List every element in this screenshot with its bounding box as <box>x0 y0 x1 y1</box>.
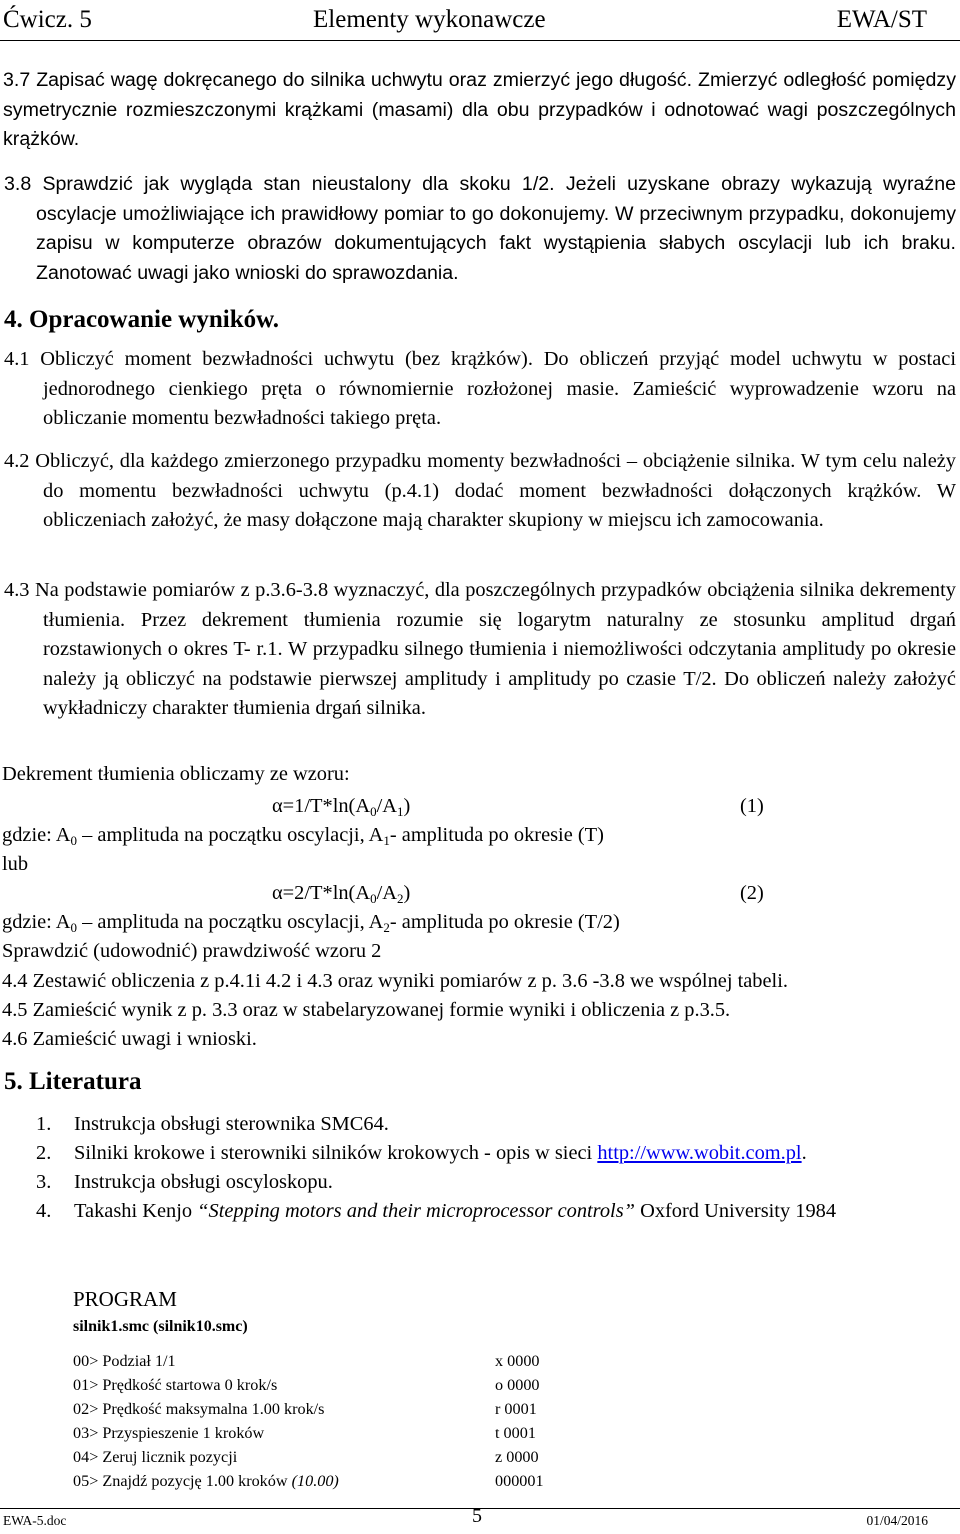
program-step: 04> Zeruj licznik pozycji <box>73 1448 238 1466</box>
section-4-5: 4.5 Zamieścić wynik z p. 3.3 oraz w stabelaryzowanej formie wyniki i obliczenia z p.3.5. <box>2 999 731 1021</box>
where-2-pre: gdzie: A <box>2 911 71 933</box>
footer-page-number: 5 <box>472 1505 482 1527</box>
section-4-3-text: 4.3 Na podstawie pomiarów z p.3.6-3.8 wyznaczyć, dla poszczególnych przypadków obciążenia silnika dekrementy tłumienia. Przez dekrement tłumienia rozumie się logarytm naturalny ze stosunku amplitud drgań rozstawionych o okres T- r.1. W przypadku silnego tłumienia i niemożliwości odczytania amplitudy po okresie należy ją obliczyć na podstawie pierwszej amplitudy i amplitudy po czasie T/2. Do obliczeń należy założyć wykładniczy charakter tłumienia drgań silnika. <box>4 579 956 719</box>
literature-number: 4. <box>36 1200 52 1222</box>
where-2 <box>2 908 620 936</box>
program-step <box>73 1472 339 1491</box>
program-line <box>73 1424 633 1448</box>
section-3-8 <box>4 170 956 288</box>
formula-2-mid: /A <box>376 882 397 904</box>
verify-formula: Sprawdzić (udowodnić) prawdziwość wzoru 2 <box>2 940 382 962</box>
program-step: 03> Przyspieszenie 1 kroków <box>73 1424 265 1442</box>
formula-2-lhs: α=2/T*ln(A <box>272 882 371 904</box>
literature-item <box>36 1110 951 1139</box>
program-line <box>73 1352 633 1376</box>
program-step: 00> Podział 1/1 <box>73 1352 176 1370</box>
program-step: 01> Prędkość startowa 0 krok/s <box>73 1376 278 1394</box>
section-3-7 <box>3 66 956 155</box>
literature-item <box>36 1168 951 1197</box>
formula-2-sub-b: 2 <box>396 891 404 906</box>
formula-1-mid: /A <box>376 795 397 817</box>
program-step-text: 05> Znajdź pozycję 1.00 kroków <box>73 1472 292 1490</box>
literature-number: 3. <box>36 1171 52 1193</box>
formula-2-end: ) <box>403 882 411 904</box>
literature-list <box>36 1110 951 1226</box>
literature-book-title: “Stepping motors and their microprocessor controls” <box>197 1200 635 1222</box>
header-title: Elementy wykonawcze <box>313 6 546 33</box>
formula-1-number: (1) <box>740 795 764 817</box>
section-4-2-text: 4.2 Obliczyć, dla każdego zmierzonego przypadku momenty bezwładności – obciążenie silnika. W tym celu należy do momentu bezwładności uchwytu (p.4.1) dodać moment bezwładności dołączonych krążków. W obliczeniach założyć, że masy dołączone mają charakter skupiony w miejscu ich zamocowania. <box>4 450 956 531</box>
formula-1-sub-b: 1 <box>396 804 404 819</box>
literature-number: 1. <box>36 1113 52 1135</box>
header-exercise: Ćwicz. 5 <box>3 6 92 33</box>
formula-2 <box>272 879 410 907</box>
footer-filename: EWA-5.doc <box>3 1513 67 1528</box>
literature-author: Takashi Kenjo <box>74 1200 198 1222</box>
literature-item <box>36 1139 951 1168</box>
heading-results: 4. Opracowanie wyników. <box>4 306 280 333</box>
formula-1-end: ) <box>403 795 411 817</box>
program-code: o 0000 <box>495 1376 540 1394</box>
program-line <box>73 1400 633 1424</box>
formula-2-sub-a: 0 <box>370 891 377 906</box>
program-filename: silnik1.smc (silnik10.smc) <box>73 1318 248 1335</box>
wobit-link[interactable]: http://www.wobit.com.pl <box>597 1142 802 1164</box>
damping-intro: Dekrement tłumienia obliczamy ze wzoru: <box>2 763 350 785</box>
program-code: 000001 <box>495 1472 544 1490</box>
program-code: z 0000 <box>495 1448 539 1466</box>
program-heading: PROGRAM <box>73 1287 177 1311</box>
program-step-italic: (10.00) <box>291 1472 339 1490</box>
or-word: lub <box>2 853 29 875</box>
formula-2-number: (2) <box>740 882 764 904</box>
section-3-7-text: 3.7 Zapisać wagę dokręcanego do silnika uchwytu oraz zmierzyć jego długość. Zmierzyć odległość pomiędzy symetrycznie rozmieszczonymi krążkami (masami) dla obu przypadków i odnotować wagi poszczególnych krążków. <box>3 69 956 150</box>
formula-1-lhs: α=1/T*ln(A <box>272 795 371 817</box>
program-step: 02> Prędkość maksymalna 1.00 krok/s <box>73 1400 325 1418</box>
literature-text: Silniki krokowe i sterowniki silników krokowych - opis w sieci <box>74 1142 598 1164</box>
formula-1 <box>272 792 410 820</box>
literature-number: 2. <box>36 1142 52 1164</box>
where-2-sub0: 0 <box>70 920 78 935</box>
section-4-6: 4.6 Zamieścić uwagi i wnioski. <box>2 1028 257 1050</box>
program-line <box>73 1376 633 1400</box>
heading-literature: 5. Literatura <box>4 1068 142 1095</box>
where-2-sub1: 2 <box>383 920 390 935</box>
section-4-4: 4.4 Zestawić obliczenia z p.4.1i 4.2 i 4.3 oraz wyniki pomiarów z p. 3.6 -3.8 we wspólnej tabeli. <box>2 970 788 992</box>
formula-1-sub-a: 0 <box>370 804 377 819</box>
section-4-1-text: 4.1 Obliczyć moment bezwładności uchwytu (bez krążków). Do obliczeń przyjąć model uchwytu w postaci jednorodnego cienkiego pręta o równomiernie rozłożonej masie. Zamieścić wyprowadzenie wzoru na obliczanie momentu bezwładności takiego pręta. <box>4 348 956 429</box>
literature-text: Instrukcja obsługi oscyloskopu. <box>74 1171 333 1193</box>
where-1-sub0: 0 <box>70 833 78 848</box>
section-4-3 <box>4 576 956 724</box>
section-4-2 <box>4 447 956 536</box>
where-1-sub1: 1 <box>383 833 390 848</box>
program-code: r 0001 <box>495 1400 537 1418</box>
where-1-post: - amplituda po okresie (T) <box>389 824 604 846</box>
section-4-1 <box>4 345 956 434</box>
header-code: EWA/ST <box>836 6 927 33</box>
footer-date: 01/04/2016 <box>866 1513 928 1528</box>
where-2-mid: – amplituda na początku oscylacji, A <box>77 911 384 933</box>
header-divider <box>0 40 960 41</box>
where-1-mid: – amplituda na początku oscylacji, A <box>77 824 384 846</box>
program-line <box>73 1472 633 1496</box>
literature-item <box>36 1197 951 1226</box>
literature-publisher: Oxford University 1984 <box>635 1200 837 1222</box>
program-code: x 0000 <box>495 1352 540 1370</box>
literature-text: Instrukcja obsługi sterownika SMC64. <box>74 1113 389 1135</box>
program-line <box>73 1448 633 1472</box>
where-1 <box>2 821 604 849</box>
literature-text-end: . <box>801 1142 807 1164</box>
where-1-pre: gdzie: A <box>2 824 71 846</box>
program-code: t 0001 <box>495 1424 536 1442</box>
where-2-post: - amplituda po okresie (T/2) <box>389 911 620 933</box>
section-3-8-text: 3.8 Sprawdzić jak wygląda stan nieustalony dla skoku 1/2. Jeżeli uzyskane obrazy wykazują wyraźne oscylacje umożliwiające ich prawidłowy pomiar to go dokonujemy. W przeciwnym przypadku, dokonujemy zapisu w komputerze obrazów dokumentujących fakt wystąpienia słabych oscylacji lub ich braku. Zanotować uwagi jako wnioski do sprawozdania. <box>4 173 956 284</box>
page-header <box>0 2 960 42</box>
